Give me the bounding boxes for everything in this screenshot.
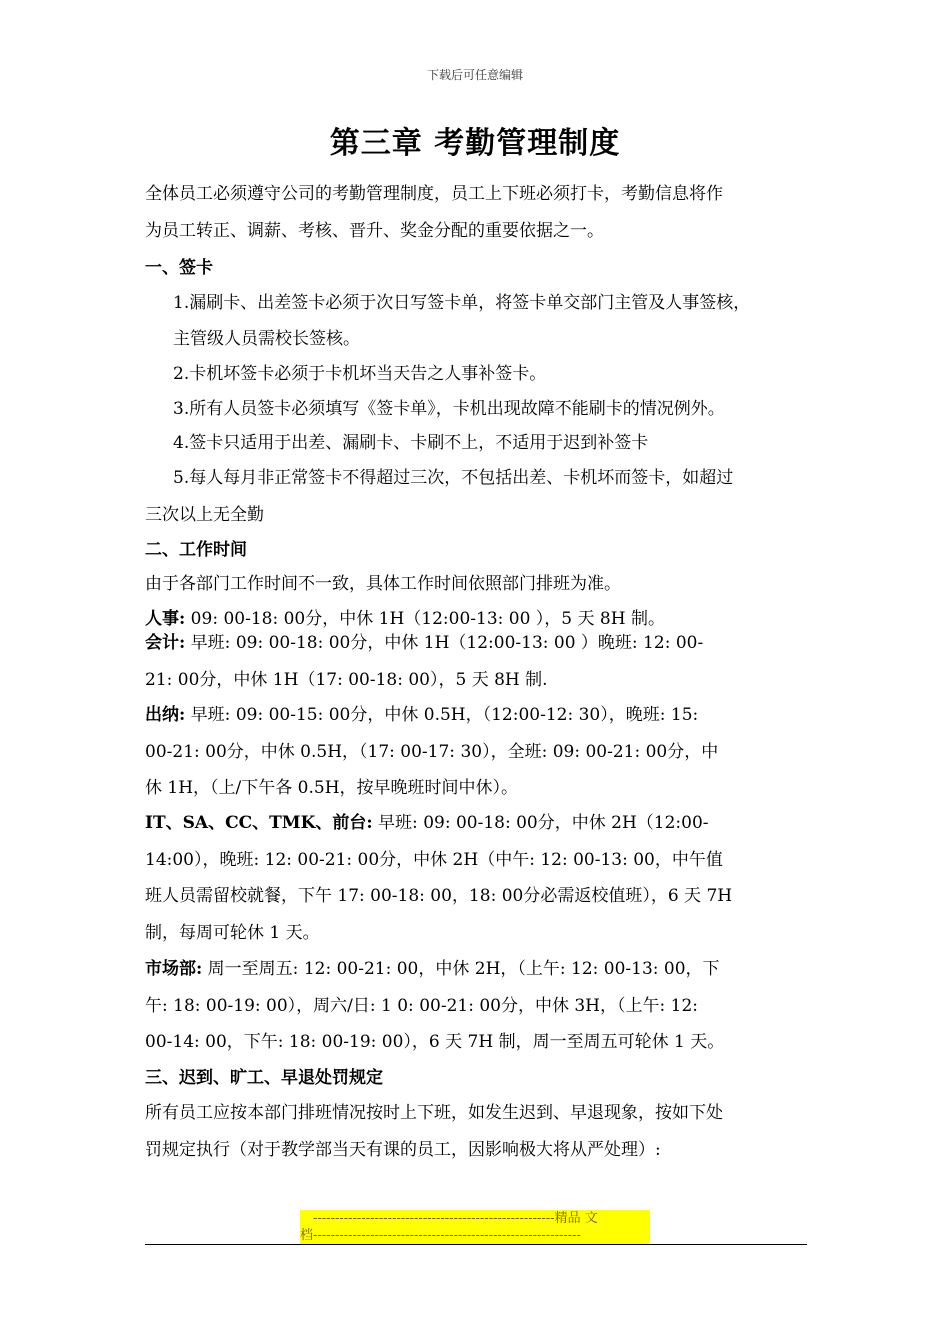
intro-line-1: 全体员工必须遵守公司的考勤管理制度，员工上下班必须打卡，考勤信息将作	[145, 184, 723, 204]
it-schedule-cont-1: 14:00），晚班: 12: 00-21: 00分，中休 2H（中午: 12: 00-13: 00，中午值	[145, 850, 723, 870]
intro-line-2: 为员工转正、调薪、考核、晋升、奖金分配的重要依据之一。	[145, 221, 604, 241]
work-time-intro: 由于各部门工作时间不一致，具体工作时间依照部门排班为准。	[145, 574, 621, 594]
hr-label: 人事:	[145, 609, 186, 629]
hr-schedule	[145, 609, 665, 629]
section-heading-work-time: 二、工作时间	[145, 540, 247, 560]
it-label: IT、SA、CC、TMK、前台:	[145, 813, 373, 833]
cashier-schedule-cont-2: 休 1H，（上/下午各 0.5H，按早晚班时间中休）。	[145, 778, 519, 798]
it-schedule-cont-3: 制，每周可轮休 1 天。	[145, 923, 320, 943]
marketing-text: 周一至周五: 12: 00-21: 00，中休 2H，（上午: 12: 00-13: 00，下	[202, 959, 720, 979]
footer-row-2: 档-------------------------------------------------------------	[300, 1228, 581, 1243]
penalties-line-1: 所有员工应按本部门排班情况按时上下班，如发生迟到、早退现象，按如下处	[145, 1103, 723, 1123]
marketing-schedule	[145, 959, 720, 979]
header-note: 下载后可任意编辑	[426, 68, 523, 82]
it-text: 早班: 09: 00-18: 00分，中休 2H（12:00-	[372, 813, 709, 833]
it-schedule	[145, 813, 709, 833]
sign-card-rule-5: 5.每人每月非正常签卡不得超过三次，不包括出差、卡机坏而签卡，如超过	[173, 468, 734, 488]
cashier-schedule-cont-1: 00-21: 00分，中休 0.5H，（17: 00-17: 30），全班: 09: 00-21: 00分，中	[145, 742, 719, 762]
cashier-label: 出纳:	[145, 705, 186, 725]
marketing-label: 市场部:	[145, 959, 203, 979]
sign-card-rule-5-cont: 三次以上无全勤	[145, 505, 264, 525]
footer-divider	[145, 1244, 807, 1245]
accounting-schedule-cont: 21: 00分，中休 1H（17: 00-18: 00），5 天 8H 制.	[145, 670, 548, 690]
sign-card-rule-4: 4.签卡只适用于出差、漏刷卡、卡刷不上，不适用于迟到补签卡	[173, 433, 649, 453]
section-heading-sign-card: 一、签卡	[145, 258, 213, 278]
sign-card-rule-3: 3.所有人员签卡必须填写《签卡单》，卡机出现故障不能刷卡的情况例外。	[173, 399, 725, 419]
cashier-schedule	[145, 705, 698, 725]
cashier-text: 早班: 09: 00-15: 00分，中休 0.5H，（12:00-12: 30），晚班: 15:	[185, 705, 699, 725]
penalties-line-2: 罚规定执行（对于教学部当天有课的员工，因影响极大将从严处理）:	[145, 1140, 661, 1160]
accounting-schedule	[145, 633, 703, 653]
footer-row-1: -------------------------------------------------------精品 文	[313, 1211, 598, 1226]
marketing-schedule-cont-1: 午: 18: 00-19: 00），周六/日: 1 0: 00-21: 00分，中休 3H，（上午: 12:	[145, 996, 698, 1016]
accounting-label: 会计:	[145, 633, 186, 653]
sign-card-rule-2: 2.卡机坏签卡必须于卡机坏当天告之人事补签卡。	[173, 364, 547, 384]
it-schedule-cont-2: 班人员需留校就餐，下午 17: 00-18: 00，18: 00分必需返校值班），6 天 7H	[145, 886, 733, 906]
accounting-text: 早班: 09: 00-18: 00分，中休 1H（12:00-13: 00 ）晚班: 12: 00-	[185, 633, 704, 653]
sign-card-rule-1-cont: 主管级人员需校长签核。	[173, 329, 360, 349]
sign-card-rule-1: 1.漏刷卡、出差签卡必须于次日写签卡单，将签卡单交部门主管及人事签核，	[173, 293, 751, 313]
marketing-schedule-cont-2: 00-14: 00，下午: 18: 00-19: 00），6 天 7H 制，周一至周五可轮休 1 天。	[145, 1032, 725, 1052]
footer-watermark	[300, 1210, 650, 1244]
page-title: 第三章 考勤管理制度	[329, 126, 621, 161]
hr-text: 09: 00-18: 00分，中休 1H（12:00-13: 00 ），5 天 8H 制。	[185, 609, 665, 629]
section-heading-penalties: 三、迟到、旷工、早退处罚规定	[145, 1068, 383, 1088]
